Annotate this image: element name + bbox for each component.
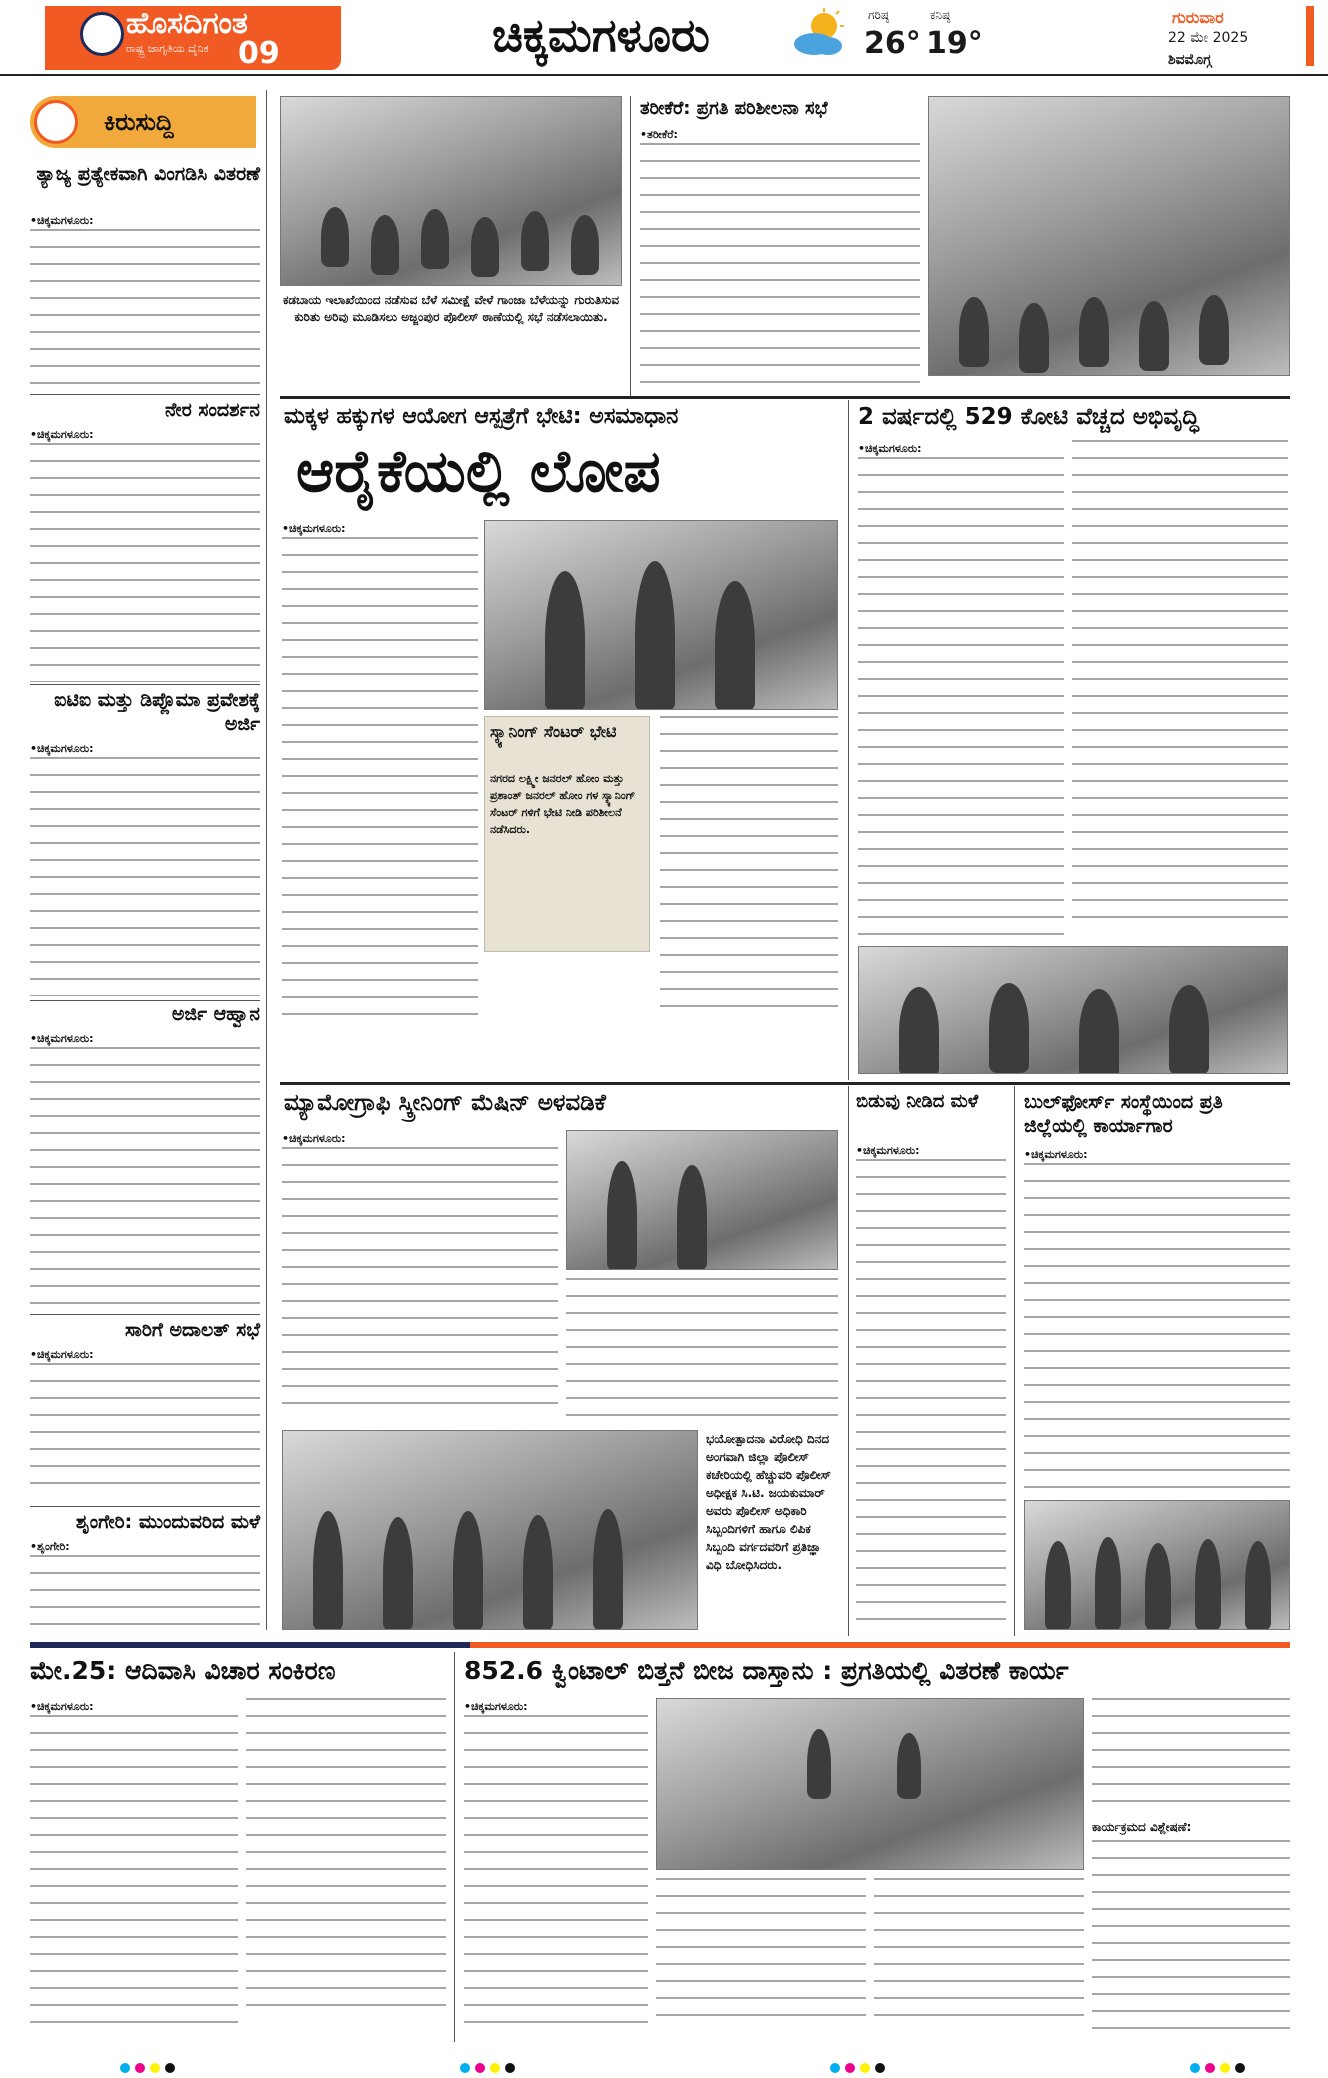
temp-min-label: ಕನಿಷ್ಠ bbox=[930, 8, 951, 22]
oath-caption: ಭಯೋತ್ಪಾದನಾ ವಿರೋಧಿ ದಿನದ ಅಂಗವಾಗಿ ಜಿಲ್ಲಾ ಪೊಲೀಸ್ ಕಚೇರಿಯಲ್ಲಿ ಹೆಚ್ಚುವರಿ ಪೊಲೀಸ್ ಅಧೀಕ್ಷಕ ಸಿ.ಟಿ. ಜಯಕುಮಾರ್ ಅವರು ಪೊಲೀಸ್ ಅಧಿಕಾರಿ ಸಿಬ್ಬಂದಿಗಳಿಗೆ ಹಾಗೂ ಲಿಪಿಕ ಸಿಬ್ಬಂದಿ ವರ್ಗದವರಿಗೆ ಪ್ರತಿಜ್ಞಾ ವಿಧಿ ಬೋಧಿಸಿದರು. bbox=[706, 1432, 831, 1572]
story-body bbox=[30, 1538, 260, 1628]
issue-date: 22 ಮೇ 2025 bbox=[1168, 30, 1249, 46]
seed-field-photo bbox=[656, 1698, 1084, 1870]
kiru-suddi-label: ಕಿರುಸುದ್ದಿ bbox=[104, 108, 174, 136]
review-meeting-photo bbox=[928, 96, 1290, 376]
story-headline: ತರೀಕೆರೆ: ಪ್ರಗತಿ ಪರಿಶೀಲನಾ ಸಭೆ bbox=[640, 98, 828, 119]
divider bbox=[30, 684, 260, 685]
story-body-col2 bbox=[660, 716, 838, 1020]
story-body-col2 bbox=[246, 1698, 446, 2038]
divider bbox=[30, 394, 260, 395]
story-dateline: •ಚಿಕ್ಕಮಗಳೂರು: bbox=[464, 1700, 528, 1713]
story-headline: ಮೇ.25: ಆದಿವಾಸಿ ವಿಚಾರ ಸಂಕಿರಣ bbox=[30, 1656, 336, 1685]
story-headline: ಸಾರಿಗೆ ಅದಾಲತ್ ಸಭೆ bbox=[125, 1319, 260, 1341]
temp-min: 19° bbox=[926, 26, 983, 61]
story-body bbox=[30, 1698, 238, 2038]
column-rule bbox=[848, 400, 849, 1080]
inset-headline: ಸ್ಕ್ಯಾನಿಂಗ್ ಸೆಂಟರ್ ಭೇಟಿ bbox=[490, 722, 617, 741]
oath-ceremony-photo bbox=[282, 1430, 698, 1630]
registration-marks bbox=[830, 2058, 885, 2077]
story-dateline: •ಚಿಕ್ಕಮಗಳೂರು: bbox=[30, 1700, 94, 1713]
story-body bbox=[30, 1030, 260, 1308]
story-body bbox=[282, 520, 478, 1020]
registration-marks bbox=[460, 2058, 515, 2077]
accent-bar bbox=[1306, 6, 1314, 66]
story-body-col2 bbox=[1072, 440, 1288, 940]
column-rule bbox=[630, 96, 631, 396]
story-headline: ಐಟಿಐ ಮತ್ತು ಡಿಪ್ಲೊಮಾ ಪ್ರವೇಶಕ್ಕೆ ಅರ್ಜಿ bbox=[54, 689, 260, 735]
story-dateline: •ತರೀಕೆರೆ: bbox=[640, 128, 678, 141]
photo-caption: ಕಡಬಾಯ ಇಲಾಖೆಯಿಂದ ನಡೆಸುವ ಬೆಳೆ ಸಮೀಕ್ಷೆ ವೇಳೆ ಗಾಂಜಾ ಬೆಳೆಯನ್ನು ಗುರುತಿಸುವ ಕುರಿತು ಅರಿವು ಮೂಡಿಸಲು ಅಜ್ಜಂಪುರ ಪೊಲೀಸ್ ಠಾಣೆಯಲ್ಲಿ ಸಭೆ ನಡೆಸಲಾಯಿತು. bbox=[282, 293, 620, 324]
column-rule bbox=[848, 1086, 849, 1636]
story-subhead: ಕಾರ್ಯಕ್ರಮದ ವಿಶ್ಲೇಷಣೆ: bbox=[1092, 1820, 1192, 1834]
story-dateline: •ಚಿಕ್ಕಮಗಳೂರು: bbox=[282, 1132, 346, 1145]
section-bar bbox=[30, 1642, 470, 1648]
story-body-col2 bbox=[566, 1278, 838, 1420]
hand-pointer-icon bbox=[34, 100, 78, 144]
story-body bbox=[464, 1698, 648, 2038]
print-city: ಶಿವಮೊಗ್ಗ bbox=[1168, 52, 1212, 68]
page-number: 09 bbox=[238, 36, 280, 71]
hospital-visit-photo bbox=[484, 520, 838, 710]
story-body bbox=[30, 1346, 260, 1498]
story-dateline: •ಚಿಕ್ಕಮಗಳೂರು: bbox=[30, 214, 94, 227]
edition-title: ಚಿಕ್ಕಮಗಳೂರು bbox=[492, 8, 710, 62]
section-bar bbox=[470, 1642, 1290, 1648]
main-kicker: ಮಕ್ಕಳ ಹಕ್ಕುಗಳ ಆಯೋಗ ಆಸ್ಪತ್ರೆಗೆ ಭೇಟಿ: ಅಸಮಾಧಾನ bbox=[284, 404, 679, 429]
story-headline: 852.6 ಕ್ವಿಂಟಾಲ್ ಬಿತ್ತನೆ ಬೀಜ ದಾಸ್ತಾನು : ಪ್ರಗತಿಯಲ್ಲಿ ವಿತರಣೆ ಕಾರ್ಯ bbox=[464, 1656, 1069, 1685]
workshop-photo bbox=[1024, 1500, 1290, 1630]
story-dateline: •ಶೃಂಗೇರಿ: bbox=[30, 1540, 70, 1553]
story-body bbox=[640, 126, 920, 388]
meeting-photo bbox=[280, 96, 622, 286]
weekday: ಗುರುವಾರ bbox=[1172, 8, 1224, 27]
story-headline: ಬುಲ್‌ಫೋರ್ಸ್ ಸಂಸ್ಥೆಯಿಂದ ಪ್ರತಿ ಜಿಲ್ಲೆಯಲ್ಲಿ ಕಾರ್ಯಾಗಾರ bbox=[1024, 1091, 1223, 1137]
story-dateline: •ಚಿಕ್ಕಮಗಳೂರು: bbox=[282, 522, 346, 535]
story-dateline: •ಚಿಕ್ಕಮಗಳೂರು: bbox=[30, 428, 94, 441]
story-body-col4 bbox=[1092, 1698, 1290, 1818]
story-body-col3 bbox=[874, 1878, 1084, 2038]
temp-max-label: ಗರಿಷ್ಠ bbox=[868, 8, 889, 22]
story-body bbox=[858, 440, 1064, 940]
divider bbox=[30, 1000, 260, 1001]
story-body bbox=[30, 212, 260, 390]
partly-cloudy-icon bbox=[790, 8, 846, 58]
section-rule bbox=[280, 1082, 1290, 1085]
story-headline: ಮ್ಯಾಮೋಗ್ರಾಫಿ ಸ್ಕ್ರೀನಿಂಗ್ ಮೆಷಿನ್ ಅಳವಡಿಕೆ bbox=[284, 1090, 606, 1116]
story-headline: ಬಿಡುವು ನೀಡಿದ ಮಳೆ bbox=[856, 1091, 979, 1112]
newspaper-tagline: ರಾಷ್ಟ್ರ ಜಾಗೃತಿಯ ದೈನಿಕ bbox=[126, 42, 209, 55]
newspaper-name: ಹೊಸದಿಗಂತ bbox=[126, 6, 248, 41]
story-body-col4b bbox=[1092, 1840, 1290, 2038]
press-meet-photo bbox=[858, 946, 1288, 1074]
story-body bbox=[1024, 1146, 1290, 1494]
story-body bbox=[30, 740, 260, 996]
logo-emblem-icon bbox=[80, 12, 124, 56]
story-body bbox=[282, 1130, 558, 1420]
story-dateline: •ಚಿಕ್ಕಮಗಳೂರು: bbox=[30, 742, 94, 755]
story-body-col2 bbox=[656, 1878, 866, 2038]
temp-max: 26° bbox=[864, 26, 921, 61]
section-rule bbox=[280, 396, 1290, 399]
story-dateline: •ಚಿಕ್ಕಮಗಳೂರು: bbox=[858, 442, 922, 455]
story-dateline: •ಚಿಕ್ಕಮಗಳೂರು: bbox=[1024, 1148, 1088, 1161]
column-rule bbox=[1014, 1086, 1015, 1636]
story-headline: ತ್ಯಾಜ್ಯ ಪ್ರತ್ಯೇಕವಾಗಿ ವಿಂಗಡಿಸಿ ವಿತರಣೆ bbox=[36, 163, 260, 185]
main-headline: ಆರೈಕೆಯಲ್ಲಿ ಲೋಪ bbox=[296, 437, 661, 505]
story-dateline: •ಚಿಕ್ಕಮಗಳೂರು: bbox=[30, 1032, 94, 1045]
column-rule bbox=[454, 1652, 455, 2042]
story-dateline: •ಚಿಕ್ಕಮಗಳೂರು: bbox=[30, 1348, 94, 1361]
divider bbox=[30, 1506, 260, 1507]
registration-marks bbox=[1190, 2058, 1245, 2077]
story-headline: ನೇರ ಸಂದರ್ಶನ bbox=[164, 399, 260, 421]
mammography-machine-photo bbox=[566, 1130, 838, 1270]
story-body bbox=[856, 1142, 1006, 1630]
inset-text: ನಗರದ ಲಕ್ಷ್ಮೀ ಜನರಲ್ ಹೋಂ ಮತ್ತು ಪ್ರಶಾಂತ್ ಜನರಲ್ ಹೋಂ ಗಳ ಸ್ಕ್ಯಾನಿಂಗ್ ಸೆಂಟರ್ ಗಳಿಗೆ ಭೇಟಿ ನೀಡಿ ಪರಿಶೀಲನೆ ನಡೆಸಿದರು. bbox=[490, 772, 636, 836]
story-headline: ಅರ್ಜಿ ಆಹ್ವಾನ bbox=[171, 1003, 260, 1025]
column-rule bbox=[266, 90, 267, 1630]
story-headline: ಶೃಂಗೇರಿ: ಮುಂದುವರಿದ ಮಳೆ bbox=[75, 1511, 260, 1533]
story-dateline: •ಚಿಕ್ಕಮಗಳೂರು: bbox=[856, 1144, 920, 1157]
registration-marks bbox=[120, 2058, 175, 2077]
story-headline: 2 ವರ್ಷದಲ್ಲಿ 529 ಕೋಟಿ ವೆಚ್ಚದ ಅಭಿವೃದ್ಧಿ bbox=[858, 404, 1199, 430]
divider bbox=[30, 1314, 260, 1315]
story-body bbox=[30, 426, 260, 682]
